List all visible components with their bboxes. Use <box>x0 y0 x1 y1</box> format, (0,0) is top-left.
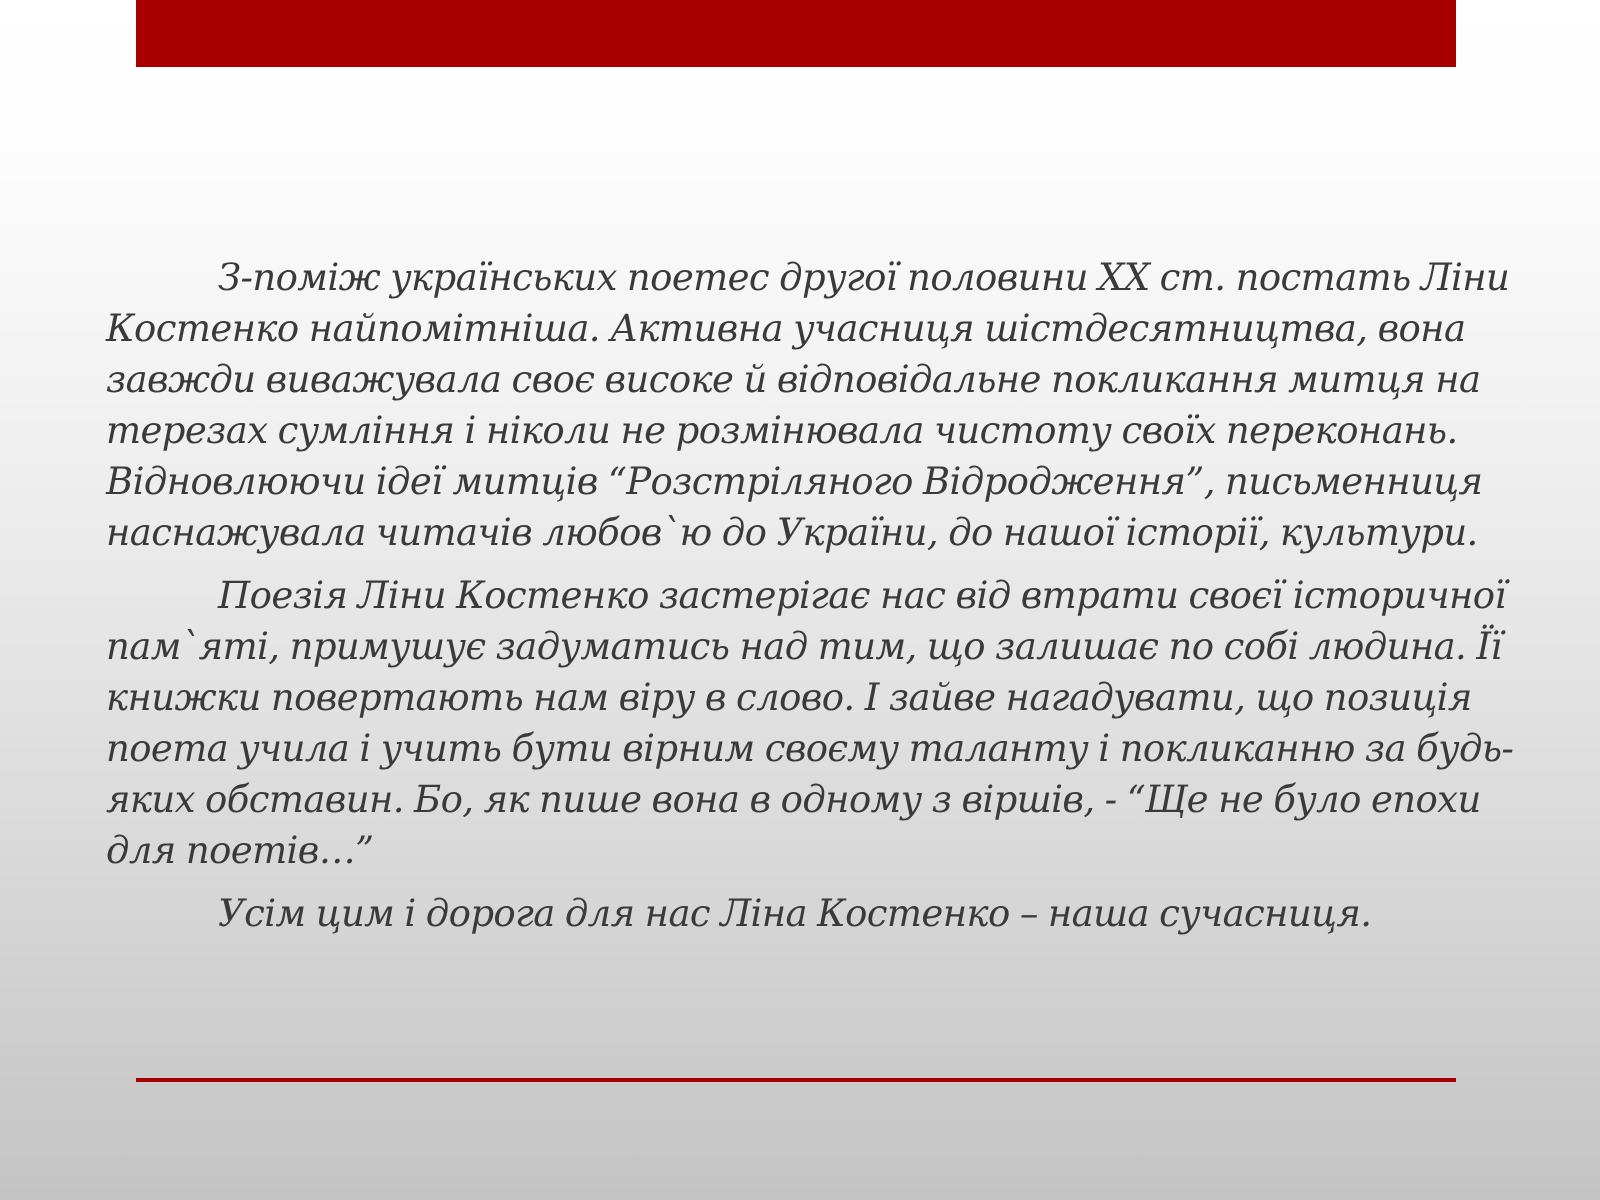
bottom-accent-rule <box>136 1078 1456 1082</box>
paragraph-1: З-поміж українських поетес другої половини ХХ ст. постать Ліни Костенко найпомітніша. Активна учасниця шістдесятництва, вона завжди виважувала своє високе й відповідальне покликання митця на терезах сумління і ніколи не розмінювала чистоту своїх переконань. Відновлюючи ідеї митців “Розстріляного Відродження”, письменниця наснажувала читачів любов`ю до України, до нашої історії, культури. <box>106 256 1510 554</box>
paragraph-2: Поезія Ліни Костенко застерігає нас від втрати своєї історичної пам`яті, примушує задуматись над тим, що залишає по собі людина. Її книжки повертають нам віру в слово. І зайве нагадувати, що позиція поета учила і учить бути вірним своєму таланту і покликанню за будь-яких обставин. Бо, як пише вона в одному з віршів, - “Ще не було епохи для поетів…” <box>106 574 1514 872</box>
top-accent-bar <box>136 0 1456 67</box>
slide-body-text <box>106 252 1558 951</box>
paragraph-3: Усім цим і дорога для нас Ліна Костенко – наша сучасниця. <box>218 892 1372 935</box>
